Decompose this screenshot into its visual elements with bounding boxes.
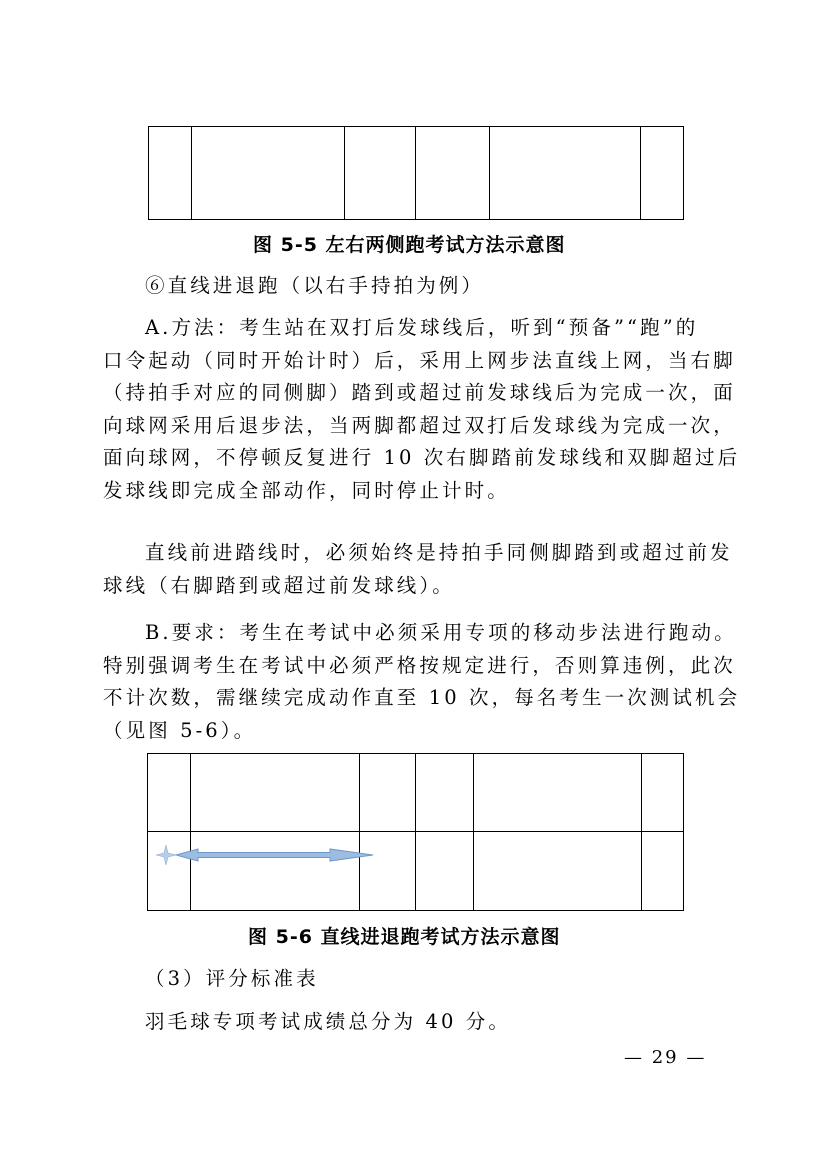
section-title-line: ⑥直线进退跑（以右手持拍为例） (145, 274, 485, 297)
section-title-straight-run (103, 270, 725, 303)
method-a-line: 口令起动（同时开始计时）后，采用上网步法直线上网，当右脚 (103, 348, 736, 372)
method-a-line: 面向球网，不停顿反复进行 10 次右脚踏前发球线和双脚超过后 (103, 446, 741, 469)
requirement-b-line: （见图 5-6）。 (103, 718, 257, 742)
method-a-paragraph (103, 312, 741, 507)
note-paragraph (103, 537, 733, 602)
start-point-marker-icon (156, 845, 176, 865)
requirement-b-line: 不计次数，需继续完成动作直至 10 次，每名考生一次测试机会 (103, 686, 741, 709)
scoring-heading-paragraph (103, 963, 725, 996)
court-diagram-5-5 (0, 0, 827, 230)
page-number: — 29 — (624, 1047, 707, 1068)
scoring-text-paragraph (103, 1006, 725, 1039)
requirement-b-line: 特别强调考生在考试中必须严格按规定进行，否则算违例，此次 (103, 653, 736, 677)
method-a-line: A.方法：考生站在双打后发球线后，听到“预备”“跑”的 (145, 316, 699, 339)
double-arrow-icon (176, 849, 373, 861)
note-line: 球线（右脚踏到或超过前发球线）。 (103, 573, 455, 597)
scoring-heading: （3）评分标准表 (145, 967, 319, 990)
figure-5-6-caption: 图 5-6 直线进退跑考试方法示意图 (248, 926, 561, 948)
requirement-b-line: B.要求：考生在考试中必须采用专项的移动步法进行跑动。 (145, 621, 737, 644)
note-line: 直线前进踏线时，必须始终是持拍手同侧脚踏到或超过前发 (145, 541, 733, 564)
requirement-b-paragraph (103, 617, 741, 747)
method-a-line: （持拍手对应的同侧脚）踏到或超过前发球线后为完成一次，面 (103, 381, 736, 404)
scoring-text: 羽毛球专项考试成绩总分为 40 分。 (145, 1010, 512, 1033)
figure-5-5-caption: 图 5-5 左右两侧跑考试方法示意图 (253, 234, 566, 256)
method-a-line: 发球线即完成全部动作，同时停止计时。 (103, 478, 510, 502)
method-a-line: 向球网采用后退步法，当两脚都超过双打后发球线为完成一次， (103, 413, 736, 437)
court-diagram-5-6 (0, 745, 827, 920)
